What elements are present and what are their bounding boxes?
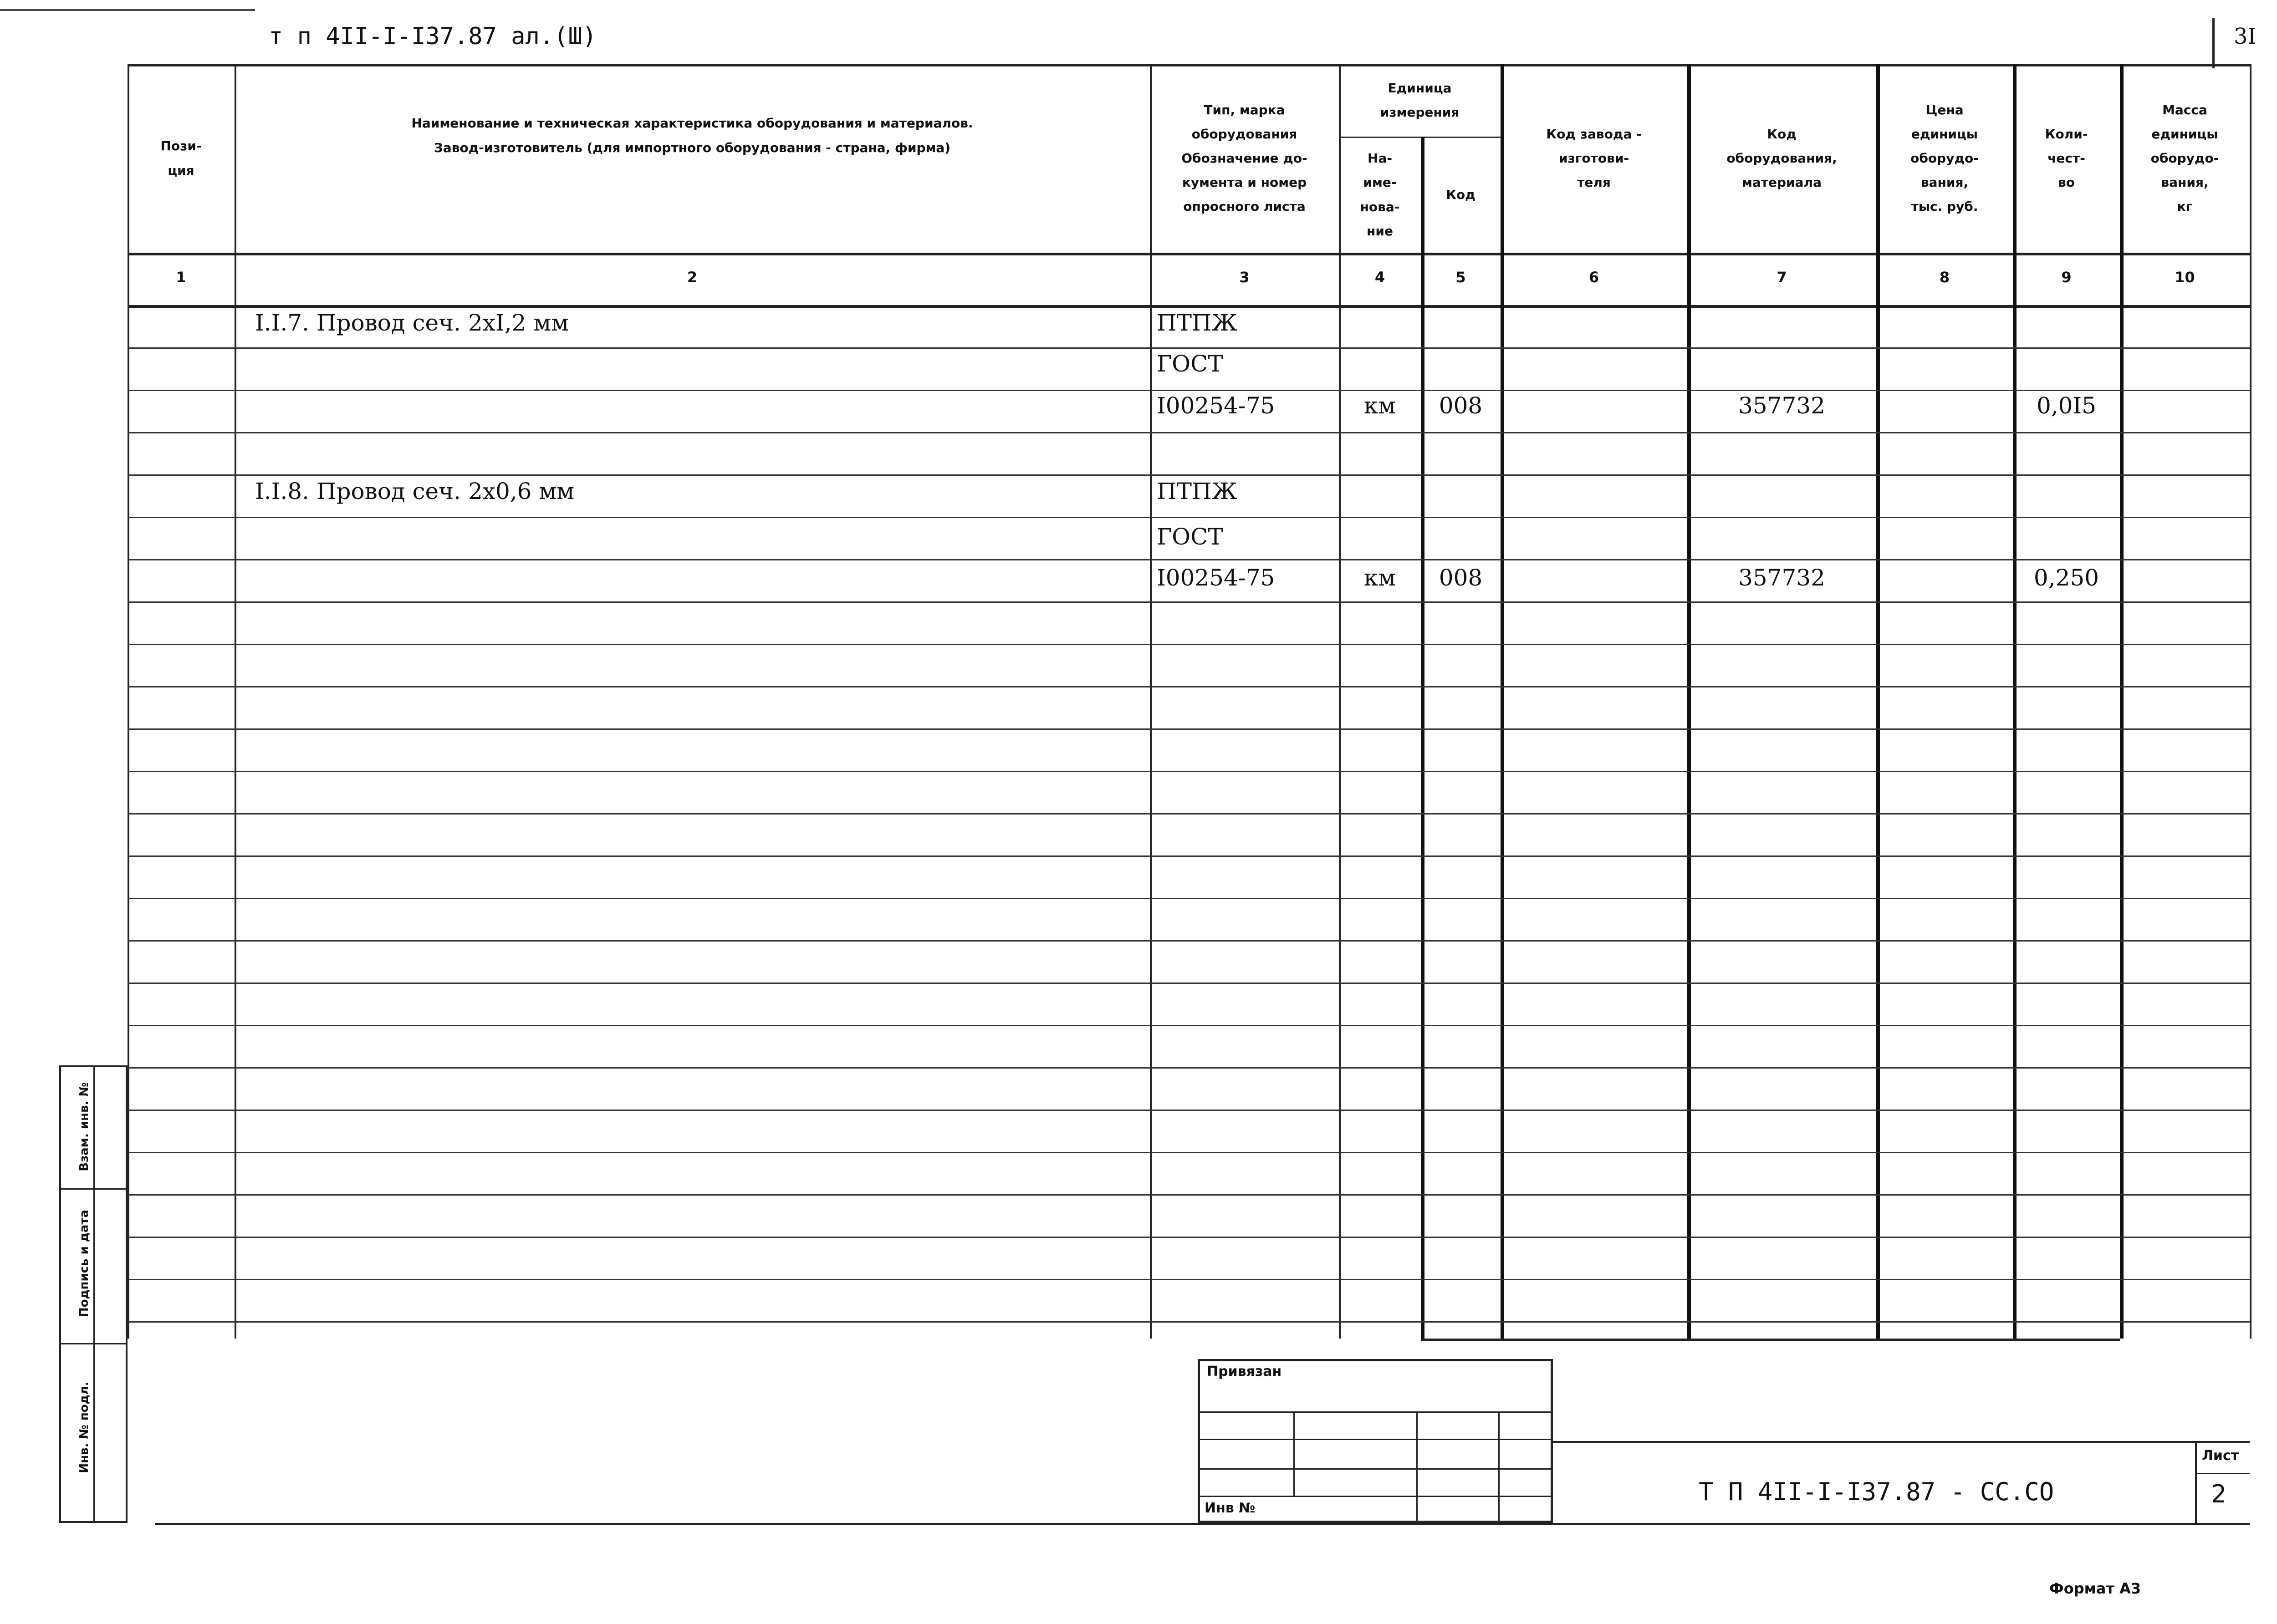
sheet-label: Лист: [2202, 1448, 2239, 1464]
row-line-6: [128, 559, 2250, 560]
attached-stamp-col-3: [1498, 1411, 1500, 1523]
row-line-4: [128, 474, 2250, 476]
column-number-6: 6: [1588, 269, 1599, 286]
row-equipment-code: 357732: [1738, 565, 1825, 591]
sheet-value: 2: [2211, 1480, 2227, 1508]
row-unit: км: [1363, 392, 1396, 419]
row-line-2: [128, 390, 2250, 391]
header-price: Цена единицы оборудо- вания, тыс. руб.: [1910, 102, 1979, 214]
header-quantity: Коли- чест- во: [2045, 126, 2088, 190]
title-block-top: [1553, 1441, 2250, 1443]
row-quantity: 0,250: [2033, 565, 2099, 591]
row-type: I00254-75: [1157, 565, 1275, 591]
column-number-2: 2: [687, 269, 698, 286]
side-label-replace-inv: Взам. инв. №: [77, 1082, 91, 1171]
row-type: ПТПЖ: [1157, 478, 1237, 504]
sheet-number-divider: [2212, 18, 2215, 68]
row-line-17: [128, 1025, 2250, 1026]
row-line-15: [128, 940, 2250, 942]
header-unit-name: На- име- нова- ние: [1360, 151, 1400, 239]
row-line-1: [128, 347, 2250, 349]
row-name: I.I.8. Провод сеч. 2x0,6 мм: [255, 478, 575, 504]
attached-stamp-row-1: [1198, 1411, 1553, 1413]
title-block-sheet-sep: [2195, 1473, 2250, 1474]
row-line-11: [128, 771, 2250, 772]
side-label-orig-inv: Инв. № подл.: [77, 1381, 91, 1473]
attached-stamp-col-1: [1293, 1411, 1295, 1496]
row-type: ПТПЖ: [1157, 310, 1237, 336]
header-bottom-border: [128, 253, 2250, 255]
row-equipment-code: 357732: [1738, 392, 1825, 419]
row-line-12: [128, 813, 2250, 815]
row-line-5: [128, 517, 2250, 518]
header-factory-code: Код завода - изготови- теля: [1546, 126, 1642, 190]
row-line-18: [128, 1067, 2250, 1069]
column-line-5: [1501, 64, 1504, 1339]
header-position: Пози- ция: [160, 138, 202, 178]
row-type: ГОСТ: [1157, 351, 1223, 377]
row-line-19: [128, 1110, 2250, 1111]
row-unit-code: 008: [1439, 392, 1483, 419]
column-number-8: 8: [1939, 269, 1950, 286]
format-label: Формат А3: [2049, 1580, 2141, 1597]
row-line-3: [128, 432, 2250, 433]
column-line-1: [235, 64, 236, 1339]
row-unit: км: [1363, 565, 1396, 591]
column-number-10: 10: [2175, 269, 2195, 286]
header-unit-code: Код: [1446, 187, 1475, 202]
side-label-signature-date: Подпись и дата: [77, 1209, 91, 1318]
row-line-22: [128, 1237, 2250, 1238]
column-line-9: [2120, 64, 2124, 1339]
sheet-number: 3I: [2234, 24, 2257, 49]
row-type: ГОСТ: [1157, 524, 1223, 550]
row-line-20: [128, 1152, 2250, 1153]
column-number-9: 9: [2061, 269, 2072, 286]
row-line-23: [128, 1279, 2250, 1280]
column-line-7: [1876, 64, 1880, 1339]
document-code: Т П 4II-I-I37.87 - СС.СО: [1699, 1477, 2054, 1506]
row-line-24: [128, 1321, 2250, 1323]
left-stamp-sep-1: [59, 1188, 128, 1190]
left-stamp-divider: [93, 1065, 95, 1523]
attached-stamp-col-2: [1416, 1411, 1418, 1523]
row-quantity: 0,0I5: [2036, 392, 2097, 419]
row-unit-code: 008: [1439, 565, 1483, 591]
column-number-5: 5: [1455, 269, 1466, 286]
attached-stamp-row-4: [1198, 1496, 1553, 1497]
attached-stamp-box: [1198, 1359, 1553, 1523]
bold-block-bottom: [1421, 1339, 2120, 1341]
column-line-8: [2013, 64, 2017, 1339]
title-block-sheet-divider: [2195, 1441, 2197, 1523]
attached-label: Привязан: [1207, 1364, 1282, 1380]
attached-stamp-row-3: [1198, 1468, 1553, 1470]
row-line-21: [128, 1194, 2250, 1196]
header-name: Наименование и техническая характеристика оборудования и материалов. Завод-изготовитель (для импортного оборудования - страна, фирма): [411, 116, 973, 155]
row-type: I00254-75: [1157, 392, 1275, 419]
row-line-13: [128, 855, 2250, 857]
row-line-9: [128, 686, 2250, 687]
column-line-2: [1150, 64, 1152, 1339]
column-number-4: 4: [1374, 269, 1385, 286]
row-name: I.I.7. Провод сеч. 2xI,2 мм: [255, 310, 569, 336]
column-number-bottom-border: [128, 305, 2250, 308]
header-type: Тип, марка оборудования Обозначение до- кумента и номер опросного листа: [1181, 102, 1307, 214]
row-line-16: [128, 983, 2250, 984]
column-number-3: 3: [1239, 269, 1250, 286]
document-code-header: т п 4II-I-I37.87 ал.(Ш): [269, 23, 597, 50]
column-line-4: [1421, 137, 1424, 1339]
column-number-1: 1: [176, 269, 186, 286]
attached-stamp-row-2: [1198, 1439, 1553, 1440]
bottom-border: [155, 1523, 2250, 1525]
header-equipment-code: Код оборудования, материала: [1726, 126, 1837, 190]
row-line-7: [128, 601, 2250, 603]
inv-label: Инв №: [1205, 1500, 1256, 1516]
column-line-6: [1687, 64, 1691, 1339]
row-line-14: [128, 898, 2250, 899]
column-line-10: [2250, 64, 2251, 1339]
row-line-10: [128, 728, 2250, 730]
left-stamp-sep-2: [59, 1343, 128, 1344]
header-unit-group: Единица измерения: [1380, 80, 1460, 120]
column-number-7: 7: [1777, 269, 1787, 286]
column-line-3: [1339, 64, 1341, 1339]
top-left-rule: [0, 9, 255, 11]
row-line-8: [128, 644, 2250, 645]
header-mass: Масса единицы оборудо- вания, кг: [2150, 102, 2219, 214]
column-line-0: [128, 64, 129, 1339]
